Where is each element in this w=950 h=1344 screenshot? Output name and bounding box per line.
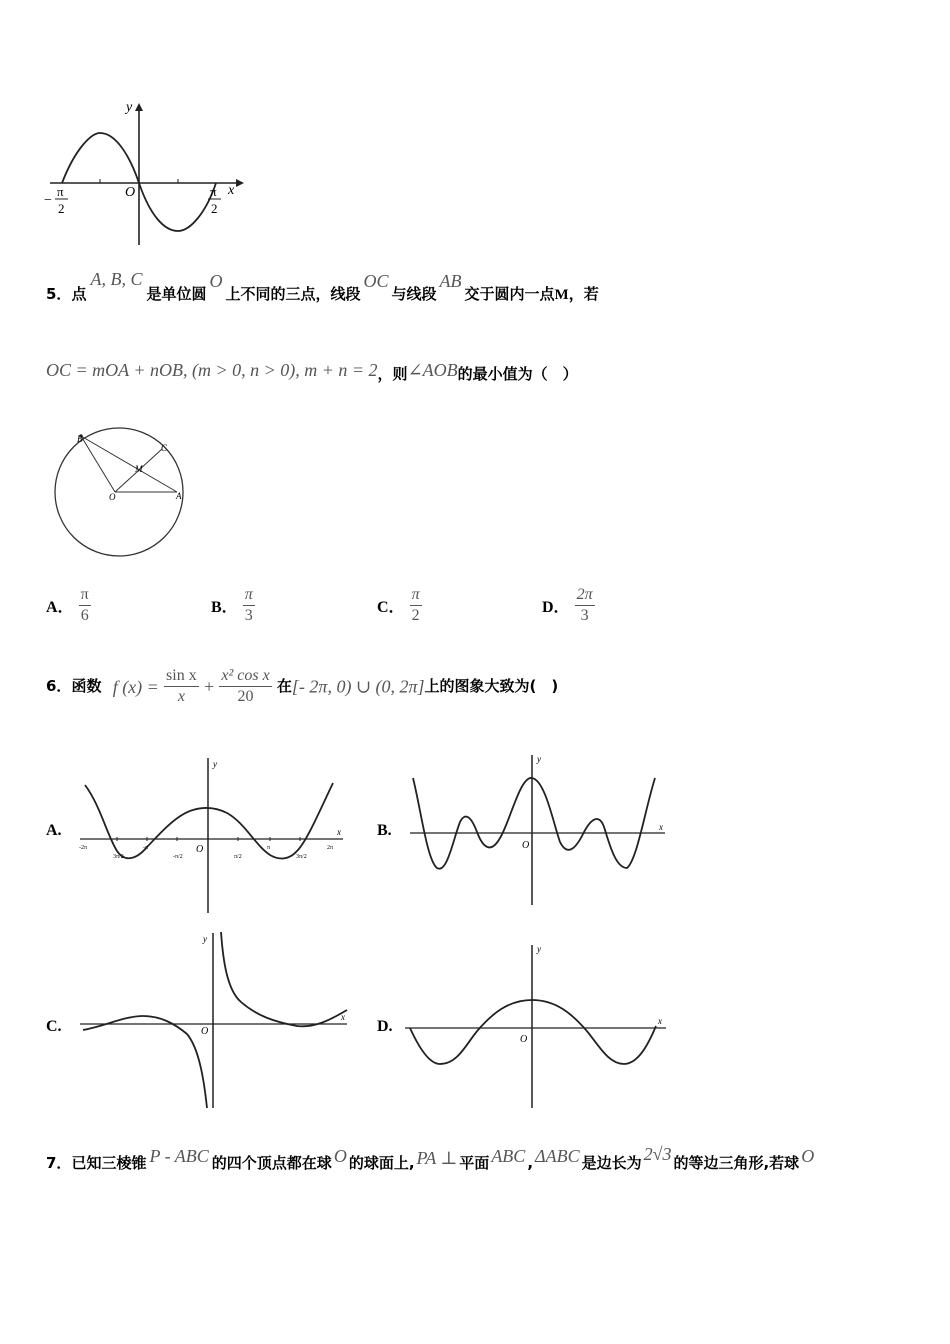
svg-text:π/2: π/2 — [234, 854, 242, 860]
q7-line: 7．已知三棱锥 P - ABC 的四个顶点都在球 O 的球面上, PA ⊥ 平面 ABC , ΔABC 是边长为 2√3 的等边三角形,若球 O — [46, 1144, 815, 1172]
q5-option-a[interactable]: A． $\frac{\pi}{6}$ — [46, 586, 89, 624]
q5-option-c[interactable]: C． $\frac{\pi}{2}$ — [377, 586, 420, 624]
left-tick-den: 2 — [58, 201, 65, 216]
svg-text:C: C — [161, 443, 168, 453]
q6-graph-c[interactable] — [75, 930, 355, 1110]
svg-text:x: x — [658, 1016, 662, 1026]
q5-option-d[interactable]: D． $\frac{2\pi}{3}$ — [542, 586, 593, 624]
svg-text:-2π: -2π — [79, 845, 88, 851]
right-tick-num: π — [210, 184, 217, 199]
q5-line2: OC = mOA + nOB, (m > 0, n > 0), m + n = 2，则∠AOB的最小值为（ ） — [46, 360, 578, 383]
q6-option-a-label[interactable]: A. — [46, 822, 62, 839]
svg-text:y: y — [537, 754, 541, 764]
q5-points: A, B, C — [90, 269, 143, 289]
q5-number: 5． — [46, 285, 72, 303]
svg-text:O: O — [109, 492, 116, 502]
q6-option-b-label[interactable]: B. — [377, 822, 392, 839]
svg-text:A: A — [176, 491, 182, 501]
q6-option-c-label[interactable]: C. — [46, 1018, 62, 1035]
left-tick-num: π — [57, 184, 64, 199]
y-label: y — [126, 100, 133, 115]
svg-text:2π: 2π — [327, 845, 334, 851]
q6-line: 6．函数 f (x) = $\frac{\text{sin x}}{x}$ + $\frac{\text{x² cos x}}{20}$ 在[- 2π, 0) ∪ (0, 2π]上的图象大致为( ) — [46, 667, 559, 705]
svg-text:B: B — [77, 434, 83, 444]
q6-interval: [- 2π, 0) ∪ (0, 2π] — [291, 676, 425, 697]
origin-label: O — [125, 185, 136, 200]
svg-text:y: y — [213, 759, 217, 769]
q6-graph-a[interactable] — [75, 755, 350, 915]
svg-text:O: O — [522, 840, 530, 851]
svg-text:3π/2: 3π/2 — [113, 854, 124, 860]
q5-circle-figure — [45, 415, 220, 565]
svg-text:x: x — [337, 827, 341, 837]
svg-text:π: π — [267, 845, 271, 851]
svg-text:x: x — [659, 822, 663, 832]
q5-condition: OC = mOA + nOB, (m > 0, n > 0), m + n = 2 — [46, 360, 378, 380]
q6-number: 6． — [46, 677, 72, 695]
svg-text:3π/2: 3π/2 — [296, 854, 307, 860]
svg-text:O: O — [201, 1026, 209, 1037]
svg-text:y: y — [203, 934, 207, 944]
svg-text:y: y — [537, 944, 541, 954]
left-sign: − — [44, 193, 52, 208]
top-graph-figure — [40, 95, 260, 255]
x-label: x — [228, 183, 235, 198]
right-tick-den: 2 — [211, 201, 218, 216]
q6-option-d-label[interactable]: D. — [377, 1018, 393, 1035]
q7-number: 7． — [46, 1154, 72, 1172]
q6-fx: f (x) = — [112, 676, 159, 697]
svg-text:O: O — [520, 1034, 528, 1045]
q6-graph-b[interactable] — [405, 750, 670, 910]
svg-text:M: M — [135, 464, 143, 474]
q6-graph-d[interactable] — [400, 940, 670, 1110]
q5-angle: ∠AOB — [407, 360, 458, 380]
svg-text:O: O — [196, 844, 204, 855]
q5-line1: 5．点A, B, C是单位圆O上不同的三点，线段OC与线段AB交于圆内一点M，若 — [46, 269, 599, 303]
q5-option-b[interactable]: B． $\frac{\pi}{3}$ — [211, 586, 253, 624]
svg-text:x: x — [341, 1012, 345, 1022]
svg-text:-π/2: -π/2 — [173, 854, 183, 860]
svg-text:-π: -π — [143, 845, 149, 851]
